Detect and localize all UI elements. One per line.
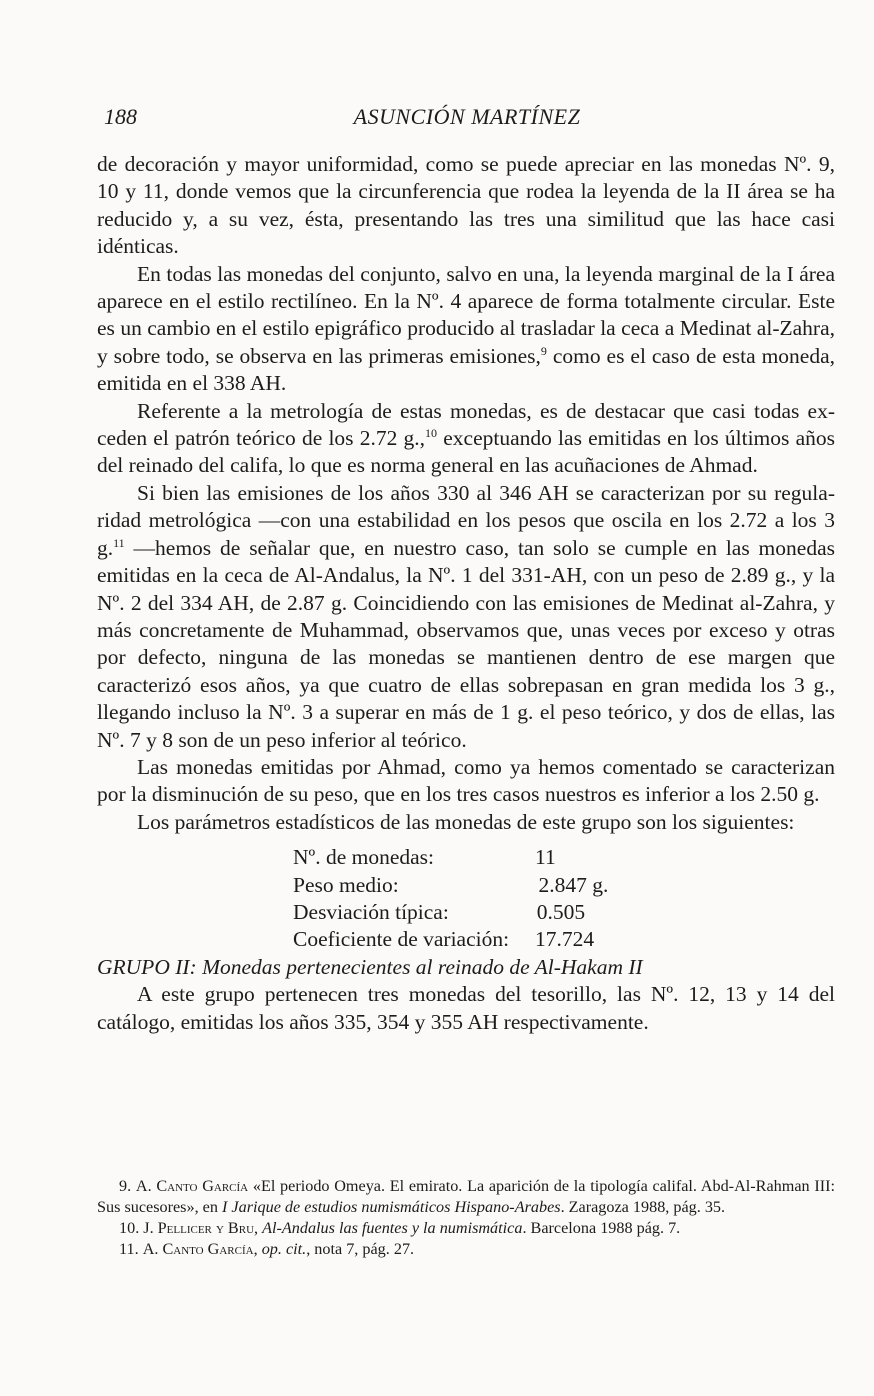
- paragraph-4-text-a: Si bien las emisiones de los años 330 al 346 AH se caracterizan por su regularidad metrológica —con una estabilidad en los pesos que oscila en los 2.72 a los 3 g.: [97, 480, 835, 560]
- body-text: [97, 151, 835, 1036]
- footnote-author: J. Pellicer y Bru: [143, 1219, 255, 1237]
- stat-value: 11: [535, 845, 556, 870]
- footnotes: [97, 1176, 835, 1260]
- footnote-9: [97, 1176, 835, 1218]
- section-paragraph: A este grupo pertenecen tres monedas del tesorillo, las Nº. 12, 13 y 14 del catálogo, emitidas los años 335, 354 y 355 AH respectivamente.: [97, 982, 835, 1034]
- paragraph-1: de decoración y mayor uniformidad, como se puede apreciar en las monedas Nº. 9, 10 y 11, donde vemos que la circunferencia que rodea la leyenda de la II área se ha reducido y, a su vez, ésta, presentando las tres una similitud que las hace casi idénticas.: [97, 152, 835, 259]
- footnote-separator: ,: [254, 1219, 263, 1237]
- footnote-ref-11[interactable]: 11: [113, 535, 125, 550]
- stat-row: [293, 872, 633, 899]
- statistics-table: [293, 844, 633, 954]
- stat-label: Peso medio:: [293, 872, 399, 897]
- footnote-number: 9.: [119, 1177, 132, 1195]
- paragraph-4-text-b: —hemos de señalar que, en nuestro caso, tan solo se cumple en las monedas emitidas en la ceca de Al-Andalus, la Nº. 1 del 331-AH, con un peso de 2.89 g., y la Nº. 2 del 334 AH, de 2.87 g. Coincidiendo con las emisiones de Medinat al-Zahra, y más concretamente de Muhammad, observamos que, unas veces por exceso y otras por defecto, ninguna de las monedas se mantienen dentro de ese margen que caracterizó esos años, ya que cuatro de ellas sobrepasan en gran medida los 3 g., llegando incluso la Nº. 3 a superar en más de 1 g. el peso teórico, y dos de ellas, las Nº. 7 y 8 son de un peso inferior al teórico.: [97, 535, 835, 752]
- section-title: GRUPO II: Monedas pertenecientes al reinado de Al-Hakam II: [97, 954, 643, 979]
- stat-row: [293, 899, 633, 926]
- paragraph-2-text-a: En todas las monedas del conjunto, salvo en una, la leyenda marginal de la I área aparece en el estilo rectilíneo. En la Nº. 4 aparece de forma totalmente circular. Este es un cambio en el estilo epigráfico producido al trasladar la ceca a Medinat al-Zahra, y sobre todo, se observa en las primeras emisiones,: [97, 261, 835, 368]
- paragraph-5: Las monedas emitidas por Ahmad, como ya hemos comentado se caracterizan por la disminución de su peso, que en los tres casos nuestros es inferior a los 2.50 g.: [97, 754, 835, 807]
- footnote-number: 11.: [119, 1240, 139, 1258]
- stat-label: Coeficiente de variación:: [293, 927, 510, 952]
- page-header: [104, 104, 830, 134]
- paragraph-6: Los parámetros estadísticos de las monedas de este grupo son los siguientes:: [137, 809, 795, 834]
- running-head: ASUNCIÓN MARTÍNEZ: [353, 104, 581, 129]
- stat-label: Desviación típica:: [293, 899, 449, 924]
- footnote-number: 10.: [119, 1219, 140, 1237]
- stat-row: [293, 926, 633, 953]
- stat-row: [293, 844, 633, 871]
- footnote-10: [97, 1218, 835, 1239]
- paragraph-4: [97, 480, 835, 754]
- footnote-title: «El periodo Omeya. El emirato. La aparición de la tipología califal. Abd-Al-Rahman III: Sus sucesores», en: [97, 1177, 835, 1216]
- footnote-rest: . Barcelona 1988 pág. 7.: [522, 1219, 681, 1237]
- footnote-separator: ,: [253, 1240, 262, 1258]
- footnote-rest: , nota 7, pág. 27.: [306, 1240, 415, 1258]
- paragraph-3-text-b: exceptuando las emitidas en los últimos años del reinado del califa, lo que es norma general en las acuñaciones de Ahmad.: [97, 426, 835, 478]
- stat-value: 0.505: [536, 899, 586, 924]
- footnote-ref-10[interactable]: 10: [425, 426, 438, 441]
- page-number: 188: [104, 104, 137, 129]
- stat-label: Nº. de monedas:: [293, 845, 435, 870]
- stat-value: 17.724: [535, 927, 595, 952]
- paragraph-2-text-b: como es el caso de esta moneda, emitida en el 338 AH.: [97, 343, 836, 396]
- footnote-ref: op. cit.: [261, 1240, 307, 1258]
- footnote-ref-9[interactable]: 9: [540, 343, 547, 358]
- stat-value: 2.847 g.: [538, 872, 609, 897]
- paragraph-3: [97, 398, 835, 480]
- footnote-author: A. Canto García: [142, 1240, 254, 1258]
- paragraph-2: [97, 261, 835, 398]
- footnote-author: A. Canto García: [135, 1177, 249, 1195]
- footnote-source: I Jarique de estudios numismáticos Hispano-Arabes: [222, 1198, 561, 1216]
- footnote-11: [97, 1239, 835, 1260]
- footnote-title: Al-Andalus las fuentes y la numismática: [262, 1219, 523, 1237]
- footnote-rest: . Zaragoza 1988, pág. 35.: [560, 1198, 726, 1216]
- paragraph-3-text-a: Referente a la metrología de estas monedas, es de destacar que casi todas exceden el patrón teórico de los 2.72 g.,: [97, 398, 835, 451]
